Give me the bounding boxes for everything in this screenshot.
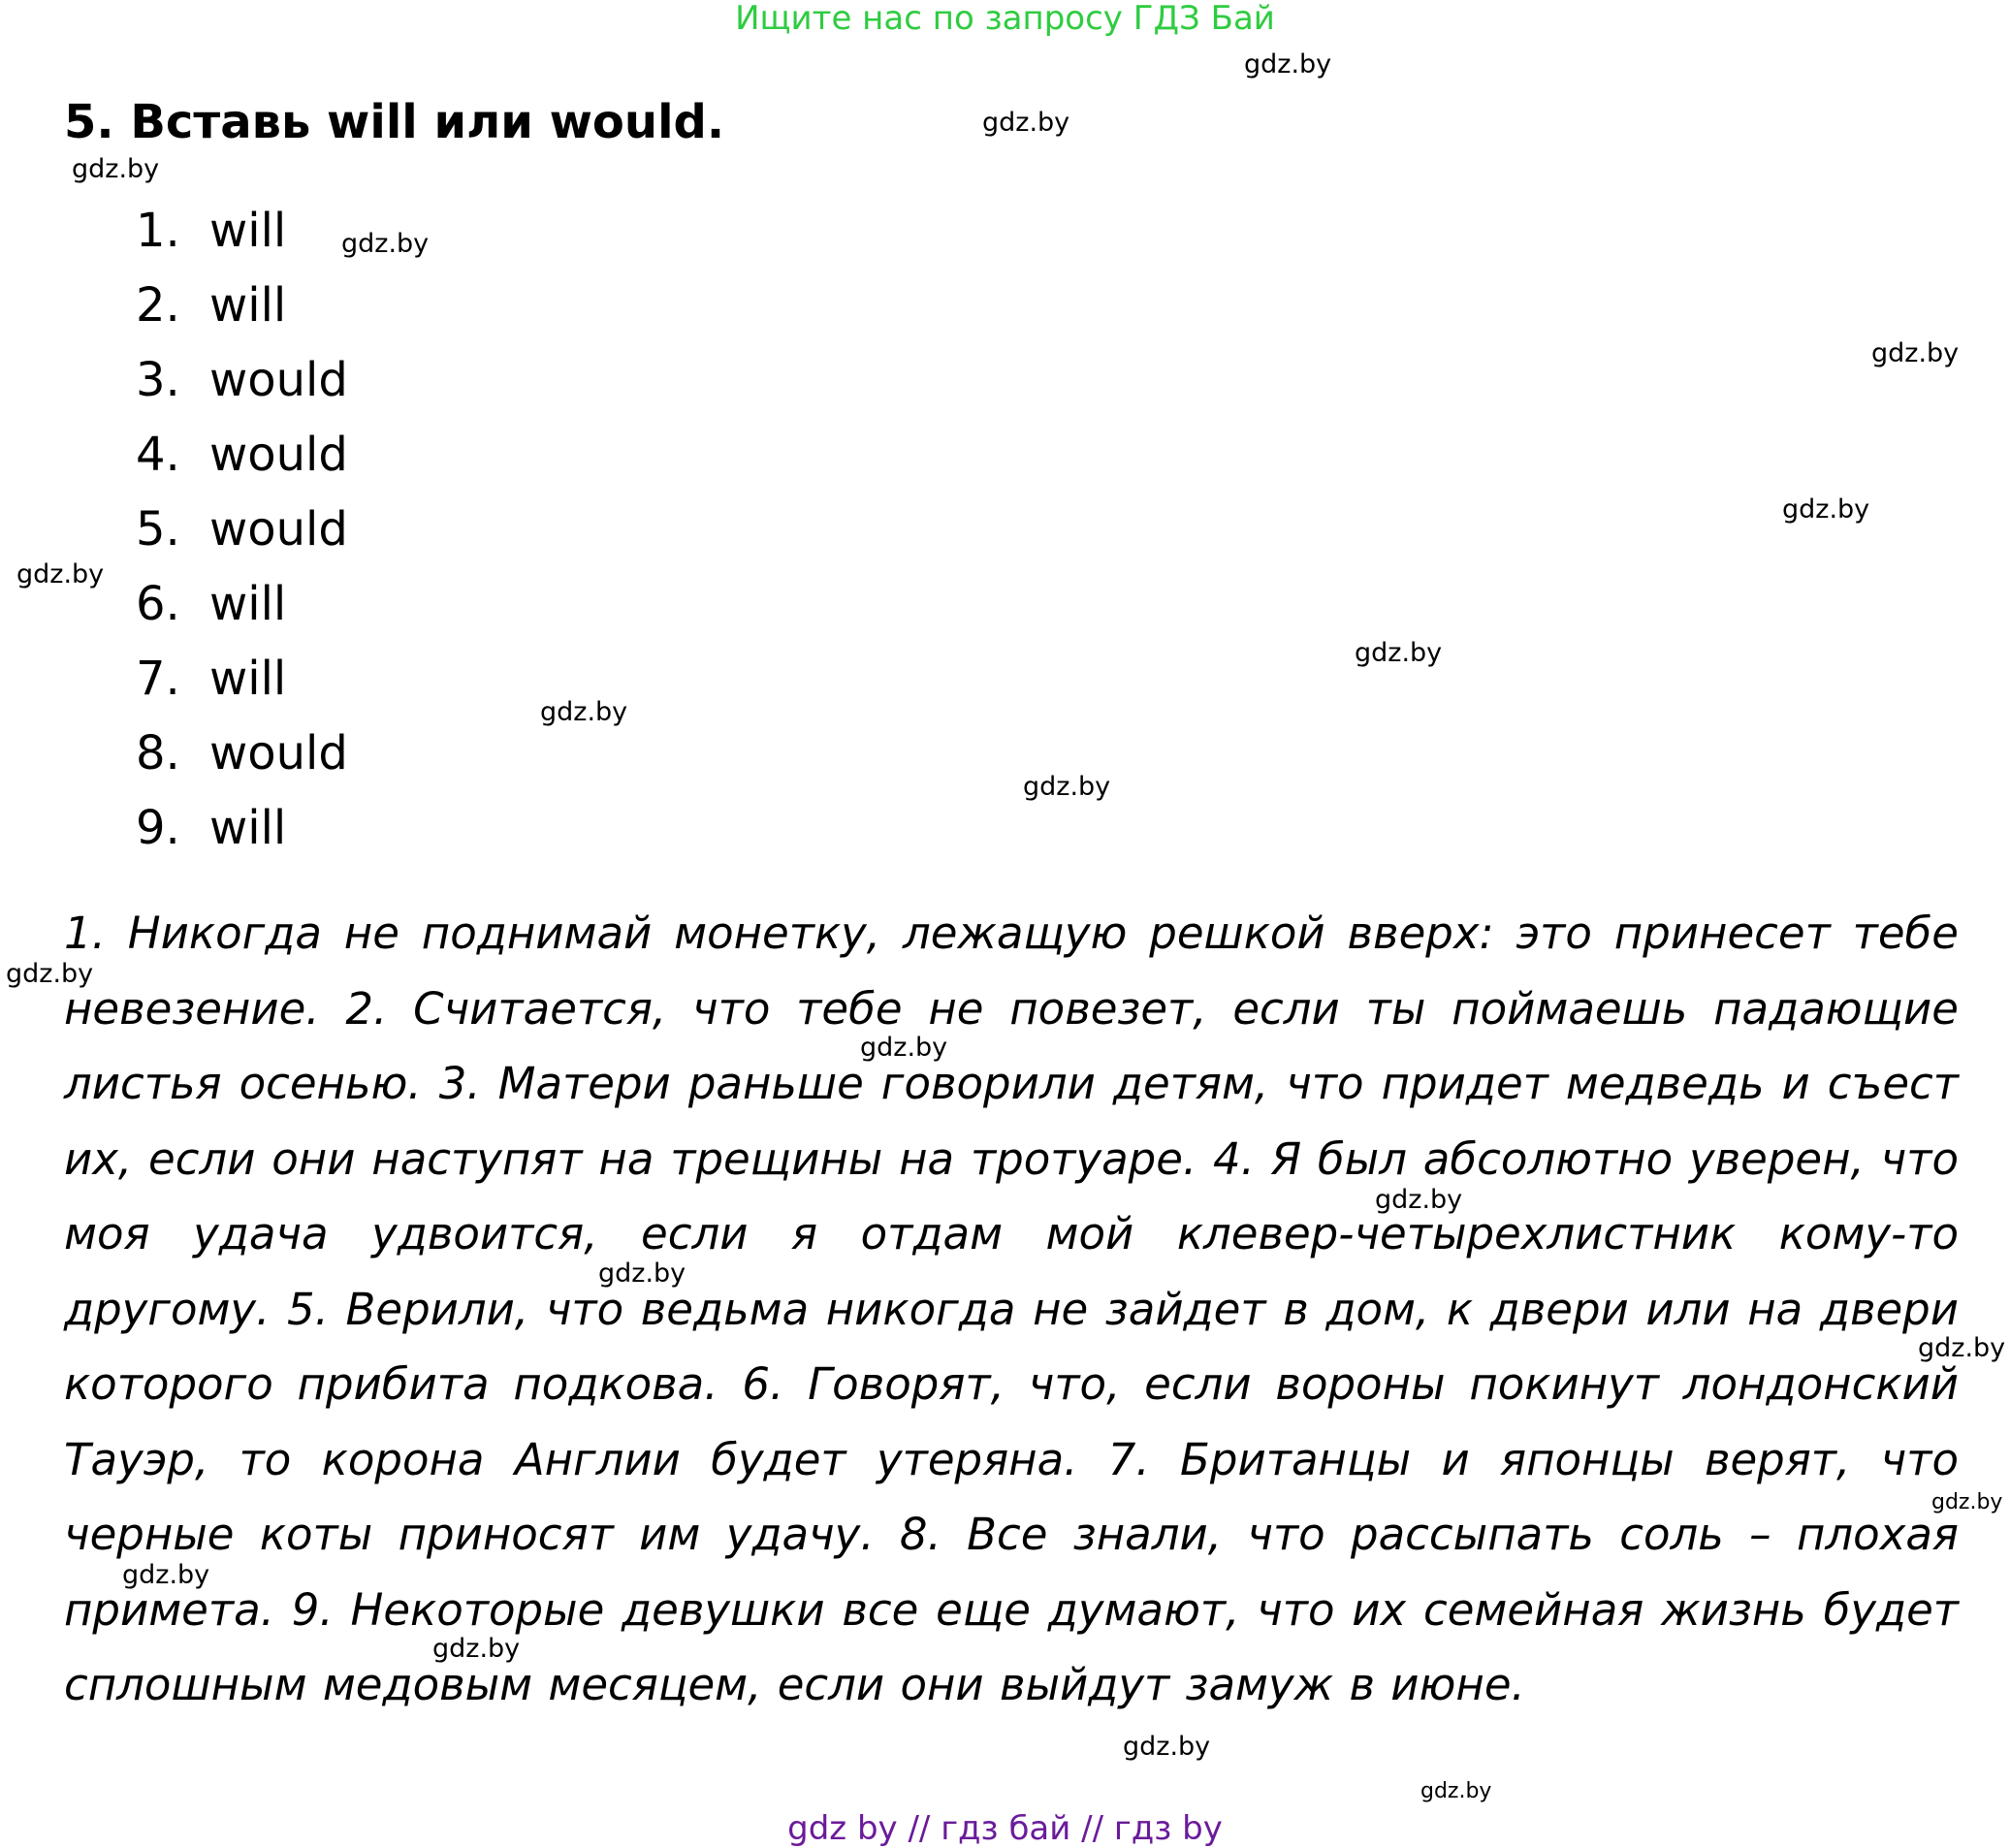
- watermark: gdz.by: [1918, 1333, 2006, 1363]
- watermark: gdz.by: [341, 229, 430, 259]
- watermark: gdz.by: [16, 559, 105, 589]
- footer-links: gdz by // гдз бай // гдз by: [787, 1809, 1223, 1848]
- watermark: gdz.by: [72, 154, 160, 184]
- answer-word: would: [209, 502, 348, 557]
- answer-number: 3.: [136, 353, 180, 407]
- watermark: gdz.by: [860, 1033, 948, 1063]
- answer-word: would: [209, 353, 348, 407]
- answer-list: [136, 194, 348, 866]
- answer-number: 6.: [136, 577, 180, 631]
- watermark: gdz.by: [1931, 1490, 2003, 1514]
- answer-item: [136, 194, 348, 269]
- answer-item: [136, 567, 348, 642]
- answer-item: [136, 717, 348, 791]
- answer-word: will: [209, 652, 287, 706]
- watermark: gdz.by: [6, 959, 94, 989]
- answer-item: [136, 791, 348, 866]
- answer-item: [136, 418, 348, 493]
- answer-item: [136, 343, 348, 418]
- answer-number: 4.: [136, 428, 180, 482]
- answer-word: will: [209, 204, 287, 258]
- answer-item: [136, 493, 348, 567]
- answer-number: 5.: [136, 502, 180, 557]
- top-banner: Ищите нас по запросу ГДЗ Бай: [735, 0, 1275, 38]
- answer-item: [136, 269, 348, 343]
- answer-number: 1.: [136, 204, 180, 258]
- answer-word: would: [209, 726, 348, 781]
- watermark: gdz.by: [432, 1634, 521, 1664]
- watermark: gdz.by: [1355, 638, 1443, 668]
- answer-word: would: [209, 428, 348, 482]
- watermark: gdz.by: [1420, 1779, 1492, 1803]
- translation-paragraph: 1. Никогда не поднимай монетку, лежащую решкой вверх: это принесет тебе невезение. 2. Считается, что тебе не повезет, если ты поймаешь падающие листья осенью. 3. Матери раньше говорили детям, что придет медведь и съест их, если они наступят на трещины на тротуаре. 4. Я был абсолютно уверен, что моя удача удвоится, если я отдам мой клевер-четырехлистник кому-то другому. 5. Верили, что ведьма никогда не зайдет в дом, к двери или на двери которого прибита подкова. 6. Говорят, что, если вороны покинут лондонский Тауэр, то корона Англии будет утеряна. 7. Британцы и японцы верят, что черные коты приносят им удачу. 8. Все знали, что рассыпать соль – плохая примета. 9. Некоторые девушки все еще думают, что их семейная жизнь будет сплошным медовым месяцем, если они выйдут замуж в июне.: [64, 908, 1959, 1710]
- watermark: gdz.by: [540, 697, 628, 727]
- watermark: gdz.by: [1782, 494, 1870, 525]
- answer-word: will: [209, 278, 287, 333]
- answer-number: 2.: [136, 278, 180, 333]
- watermark: gdz.by: [1023, 772, 1111, 802]
- watermark: gdz.by: [122, 1560, 210, 1590]
- answer-item: [136, 642, 348, 717]
- exercise-heading: 5. Вставь will или would.: [64, 95, 725, 149]
- answer-number: 9.: [136, 801, 180, 855]
- answer-word: will: [209, 577, 287, 631]
- watermark: gdz.by: [1375, 1185, 1463, 1215]
- watermark: gdz.by: [1244, 49, 1332, 80]
- answer-word: will: [209, 801, 287, 855]
- answer-number: 8.: [136, 726, 180, 781]
- answer-number: 7.: [136, 652, 180, 706]
- watermark: gdz.by: [1123, 1732, 1211, 1762]
- watermark: gdz.by: [598, 1259, 686, 1289]
- watermark: gdz.by: [1871, 338, 1960, 368]
- watermark: gdz.by: [982, 108, 1070, 138]
